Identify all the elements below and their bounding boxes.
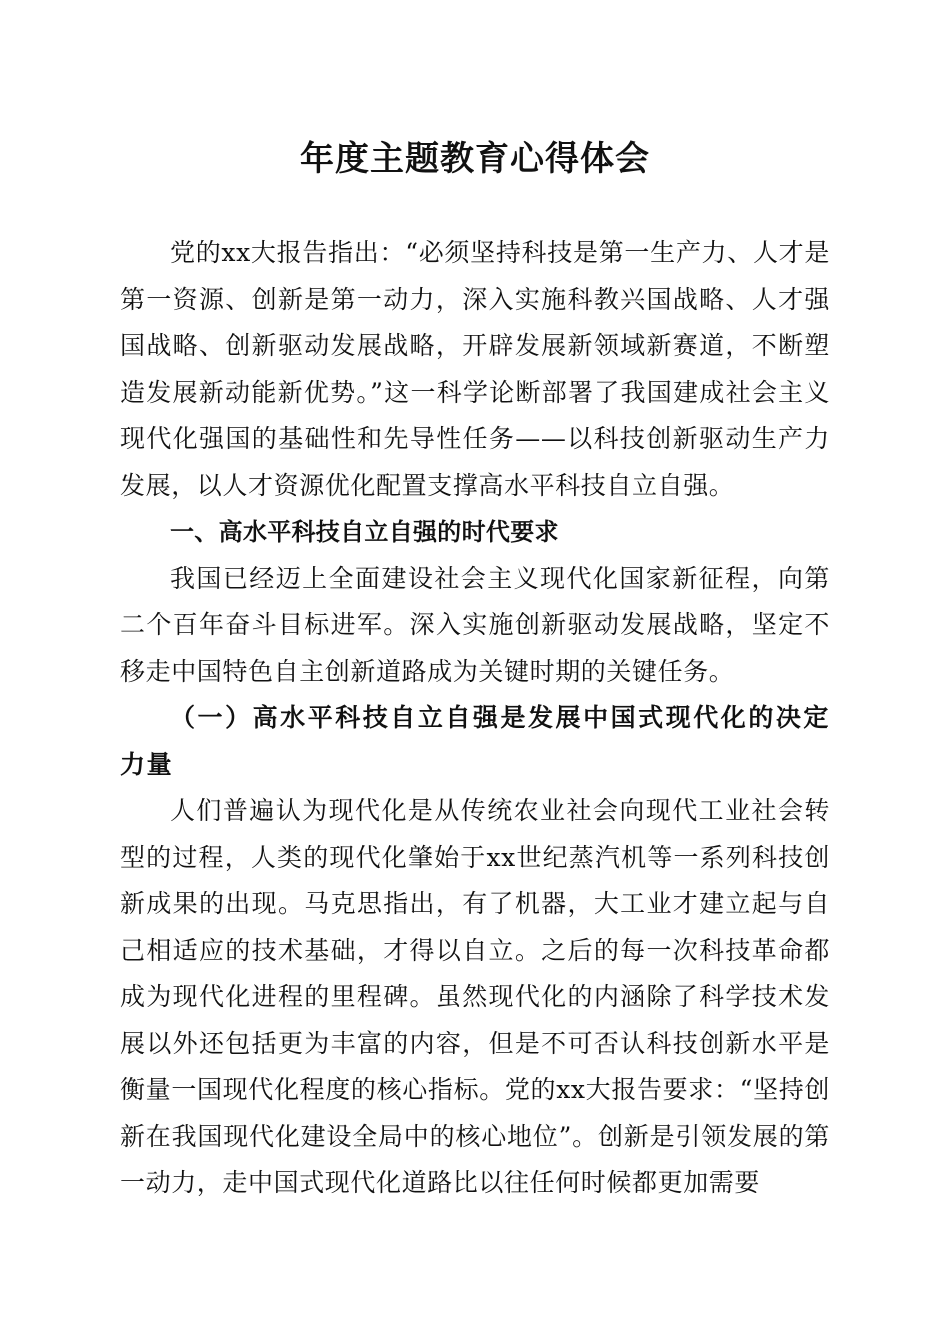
subsection-paragraph: 人们普遍认为现代化是从传统农业社会向现代工业社会转型的过程，人类的现代化肇始于xx世纪蒸汽机等一系列科技创新成果的出现。马克思指出，有了机器，大工业才建立起与自己相适应的技术基础，才得以自立。之后的每一次科技革命都成为现代化进程的里程碑。虽然现代化的内涵除了科学技术发展以外还包括更为丰富的内容，但是不可否认科技创新水平是衡量一国现代化程度的核心指标。党的xx大报告要求：“坚持创新在我国现代化建设全局中的核心地位”。创新是引领发展的第一动力，走中国式现代化道路比以往任何时候都更加需要 bbox=[120, 796, 830, 1197]
subsection-heading: （一）高水平科技自立自强是发展中国式现代化的决定力量 bbox=[120, 703, 830, 779]
document-body bbox=[120, 230, 830, 1207]
intro-paragraph: 党的xx大报告指出：“必须坚持科技是第一生产力、人才是第一资源、创新是第一动力，深入实施科教兴国战略、人才强国战略、创新驱动发展战略，开辟发展新领域新赛道，不断塑造发展新动能新优势。”这一科学论断部署了我国建成社会主义现代化强国的基础性和先导性任务——以科技创新驱动生产力发展，以人才资源优化配置支撑高水平科技自立自强。 bbox=[120, 238, 830, 500]
document-title: 年度主题教育心得体会 bbox=[300, 139, 650, 179]
section-heading: 一、高水平科技自立自强的时代要求 bbox=[170, 518, 559, 546]
section-paragraph: 我国已经迈上全面建设社会主义现代化国家新征程，向第二个百年奋斗目标进军。深入实施创新驱动发展战略，坚定不移走中国特色自主创新道路成为关键时期的关键任务。 bbox=[120, 563, 830, 686]
